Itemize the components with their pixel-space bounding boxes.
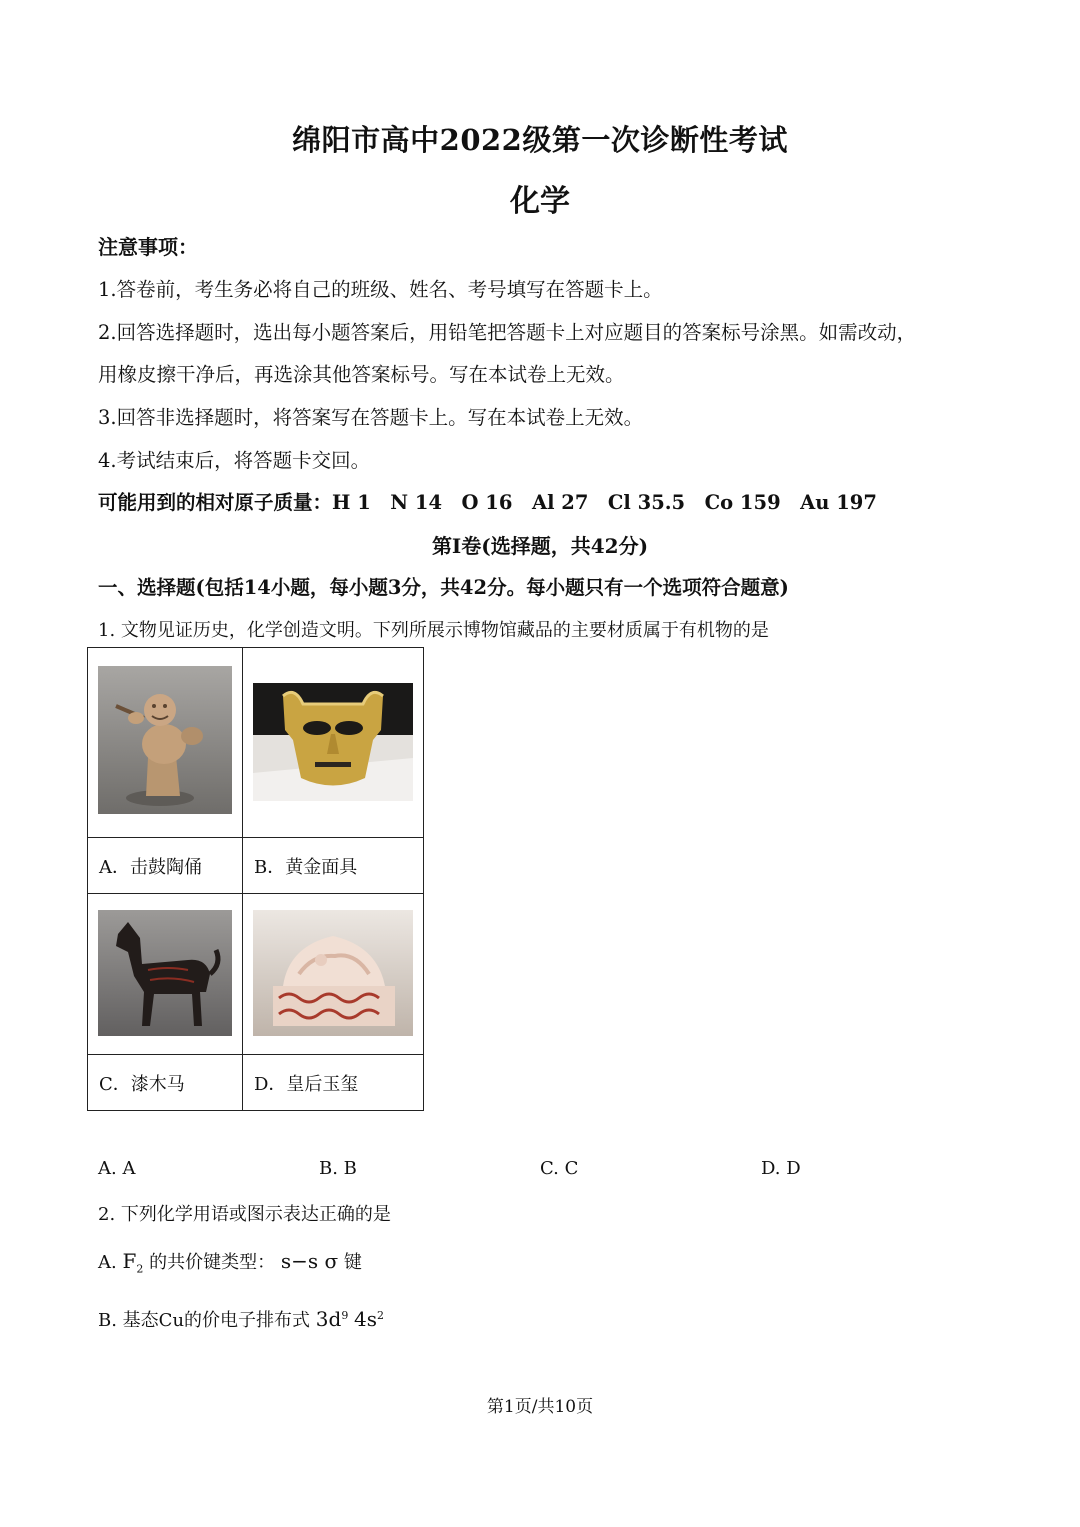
option-a[interactable]: A. A [98,1158,136,1179]
volume-heading: 第Ⅰ卷(选择题，共42分) [431,534,649,558]
option-b-prefix: B. 基态Cu的价电子排布式 [98,1310,311,1331]
artifact-image-c [88,894,243,1055]
bond-type: s−s σ [280,1249,339,1273]
artifact-label-a: A．击鼓陶俑 [88,838,243,894]
artifact-label-c: C．漆木马 [88,1055,243,1111]
formula-f: F [122,1249,137,1273]
notice-item-4: 4.考试结束后，将答题卡交回。 [98,449,371,472]
option-c[interactable]: C. C [540,1158,579,1179]
question-2-stem: 2. 下列化学用语或图示表达正确的是 [98,1204,391,1225]
artifact-label-b: B．黄金面具 [243,838,424,894]
artifact-image-b [243,648,424,838]
page-footer: 第1页/共10页 [486,1397,594,1417]
formula-f-subscript: 2 [136,1262,144,1276]
option-a-mid: 的共价键类型： [149,1252,276,1273]
jade-seal-image [243,894,423,1049]
lacquer-horse-image [88,894,242,1049]
artifact-label-d: D．皇后玉玺 [243,1055,424,1111]
config-4s: 4s [354,1307,378,1331]
config-3d-sup: 9 [341,1309,349,1322]
artifact-image-a [88,648,243,838]
atomic-masses: 可能用到的相对原子质量：H 1 N 14 O 16 Al 27 Cl 35.5 Co 159 Au 197 [98,491,877,514]
exam-title: 绵阳市高中2022级第一次诊断性考试 [292,123,788,157]
option-a-prefix: A. [98,1252,123,1273]
artifact-image-d [243,894,424,1055]
question-2-option-b[interactable] [98,1306,384,1332]
option-b[interactable]: B. B [319,1158,357,1179]
option-d[interactable]: D. D [761,1158,801,1179]
question-2-option-a[interactable] [98,1248,362,1276]
drum-figurine-image [88,648,242,832]
gold-mask-image [243,648,423,832]
notice-item-3: 3.回答非选择题时，将答案写在答题卡上。写在本试卷上无效。 [98,406,644,429]
question-1-stem: 1. 文物见证历史，化学创造文明。下列所展示博物馆藏品的主要材质属于有机物的是 [98,620,769,641]
notice-item-2: 2.回答选择题时，选出每小题答案后，用铅笔把答题卡上对应题目的答案标号涂黑。如需改动， [98,321,917,344]
config-3d: 3d [315,1307,342,1331]
artifact-table [87,647,424,1111]
notice-heading: 注意事项： [98,235,198,259]
notice-item-2-cont: 用橡皮擦干净后，再选涂其他答案标号。写在本试卷上无效。 [98,363,625,386]
subject-title: 化学 [510,184,570,219]
notice-item-1: 1.答卷前，考生务必将自己的班级、姓名、考号填写在答题卡上。 [98,278,663,301]
option-a-tail: 键 [343,1252,362,1273]
part-heading: 一、选择题(包括14小题，每小题3分，共42分。每小题只有一个选项符合题意) [98,576,789,599]
config-4s-sup: 2 [377,1309,385,1322]
